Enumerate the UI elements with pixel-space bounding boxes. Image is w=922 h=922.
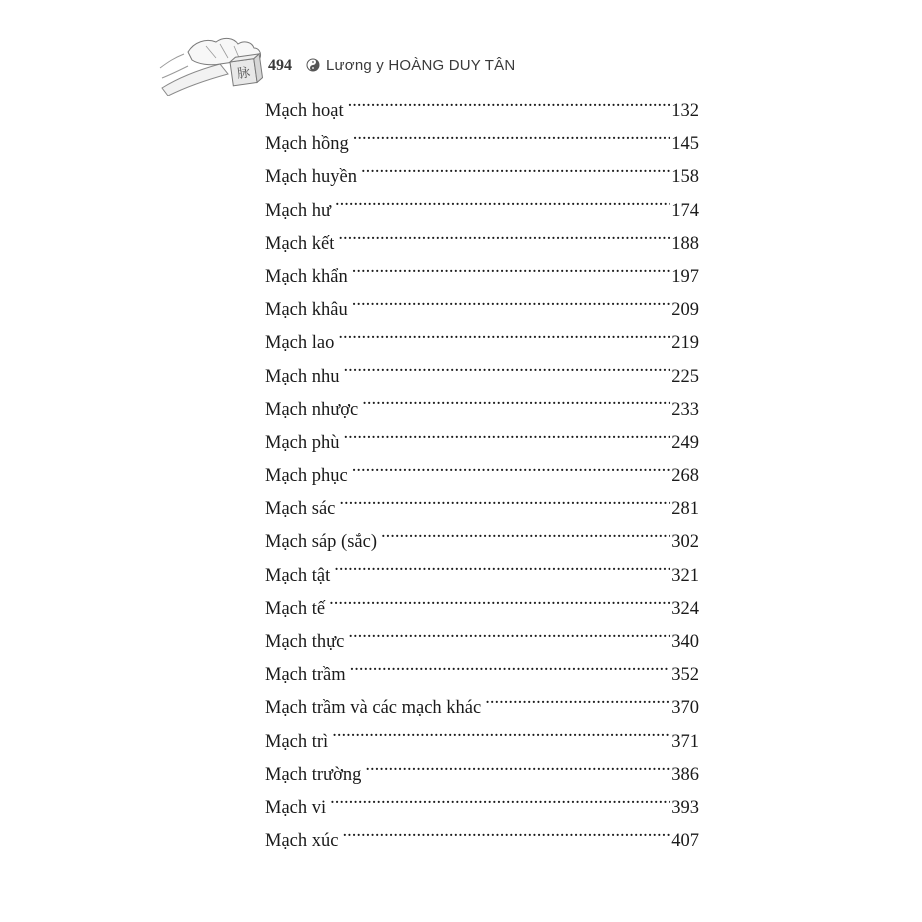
toc-entry-title: Mạch vi: [265, 797, 327, 818]
dot-leader: [352, 463, 671, 482]
dot-leader: [348, 629, 670, 648]
toc-entry-title: Mạch kết: [265, 233, 335, 254]
toc-entry: [265, 228, 699, 261]
dot-leader: [335, 197, 670, 216]
toc-entry-title: Mạch trường: [265, 764, 362, 785]
toc-entry: [265, 128, 699, 161]
toc-entry: [265, 626, 699, 659]
yin-yang-icon: [306, 58, 320, 72]
page-number: 494: [268, 57, 292, 74]
toc-entry: [265, 361, 699, 394]
dot-leader: [348, 98, 671, 117]
toc-entry-title: Mạch lao: [265, 333, 335, 354]
toc-entry: [265, 526, 699, 559]
toc-entry-page-number: 174: [671, 200, 699, 221]
toc-entry-title: Mạch nhược: [265, 399, 359, 420]
seal-glyph: 脉: [236, 65, 252, 83]
dot-leader: [339, 496, 670, 515]
toc-entry-page-number: 249: [671, 432, 699, 453]
toc-entry: [265, 759, 699, 792]
toc-entry-title: Mạch huyền: [265, 167, 357, 188]
dot-leader: [361, 164, 670, 183]
toc-entry-page-number: 352: [671, 665, 699, 686]
toc-entry-title: Mạch thực: [265, 632, 345, 652]
toc-entry: [265, 560, 699, 593]
dot-leader: [381, 529, 670, 548]
toc-entry-page-number: 197: [671, 266, 699, 287]
toc-entry-title: Mạch trì: [265, 731, 329, 752]
dot-leader: [344, 363, 671, 382]
toc-entry-title: Mạch phục: [265, 466, 348, 487]
toc-entry: [265, 161, 699, 194]
toc-entry-title: Mạch hồng: [265, 134, 349, 155]
table-of-contents: [265, 95, 699, 858]
toc-entry-page-number: 370: [671, 698, 699, 719]
toc-entry-page-number: 324: [671, 598, 699, 619]
dot-leader: [485, 695, 670, 714]
toc-entry: [265, 327, 699, 360]
dot-leader: [352, 297, 671, 316]
toc-entry-title: Mạch tế: [265, 598, 326, 619]
dot-leader: [350, 662, 671, 681]
toc-entry: [265, 95, 699, 128]
toc-entry: [265, 659, 699, 692]
toc-entry-title: Mạch trầm và các mạch khác: [265, 698, 482, 719]
dot-leader: [332, 728, 670, 747]
dot-leader: [353, 131, 671, 150]
toc-entry-page-number: 158: [671, 167, 699, 188]
toc-entry: [265, 460, 699, 493]
toc-entry: [265, 294, 699, 327]
toc-entry: [265, 825, 699, 858]
toc-entry-page-number: 321: [671, 565, 699, 586]
toc-entry: [265, 726, 699, 759]
toc-entry-title: Mạch hư: [265, 200, 332, 221]
toc-entry-page-number: 340: [671, 632, 699, 652]
toc-entry-page-number: 225: [671, 366, 699, 387]
dot-leader: [365, 761, 670, 780]
dot-leader: [330, 794, 670, 813]
toc-entry-title: Mạch sác: [265, 499, 336, 520]
toc-entry: [265, 394, 699, 427]
toc-entry-page-number: 371: [671, 731, 699, 752]
dot-leader: [342, 828, 670, 847]
toc-entry-page-number: 393: [671, 797, 699, 818]
toc-entry: [265, 261, 699, 294]
toc-entry-page-number: 132: [671, 101, 699, 121]
toc-entry-title: Mạch khâu: [265, 300, 348, 321]
dot-leader: [352, 263, 671, 282]
dot-leader: [344, 429, 671, 448]
dot-leader: [334, 562, 670, 581]
toc-entry-page-number: 209: [671, 300, 699, 321]
toc-entry: [265, 792, 699, 825]
toc-entry-title: Mạch sáp (sắc): [265, 532, 377, 553]
toc-entry-page-number: 281: [671, 499, 699, 520]
toc-entry-title: Mạch trầm: [265, 665, 346, 686]
page-header: [158, 18, 518, 98]
toc-entry-page-number: 188: [671, 233, 699, 254]
toc-entry-page-number: 386: [671, 764, 699, 785]
toc-entry: [265, 195, 699, 228]
pulse-taking-hand-illustration: [158, 18, 266, 96]
toc-entry-page-number: 219: [671, 333, 699, 354]
toc-entry-title: Mạch phù: [265, 432, 340, 453]
toc-entry: [265, 692, 699, 725]
toc-entry-page-number: 268: [671, 466, 699, 487]
toc-entry-title: Mạch khẩn: [265, 266, 348, 287]
toc-entry-page-number: 233: [671, 399, 699, 420]
running-title: Lương y HOÀNG DUY TÂN: [326, 57, 516, 74]
toc-entry: [265, 593, 699, 626]
toc-entry-page-number: 302: [671, 532, 699, 553]
toc-entry-page-number: 407: [671, 831, 699, 852]
toc-entry: [265, 427, 699, 460]
dot-leader: [362, 396, 670, 415]
toc-entry: [265, 493, 699, 526]
toc-entry-title: Mạch nhu: [265, 366, 340, 387]
dot-leader: [338, 230, 670, 249]
toc-entry-page-number: 145: [671, 134, 699, 155]
toc-entry-title: Mạch hoạt: [265, 101, 344, 121]
dot-leader: [338, 330, 670, 349]
toc-entry-title: Mạch tật: [265, 565, 331, 586]
dot-leader: [329, 595, 670, 614]
toc-entry-title: Mạch xúc: [265, 831, 339, 852]
